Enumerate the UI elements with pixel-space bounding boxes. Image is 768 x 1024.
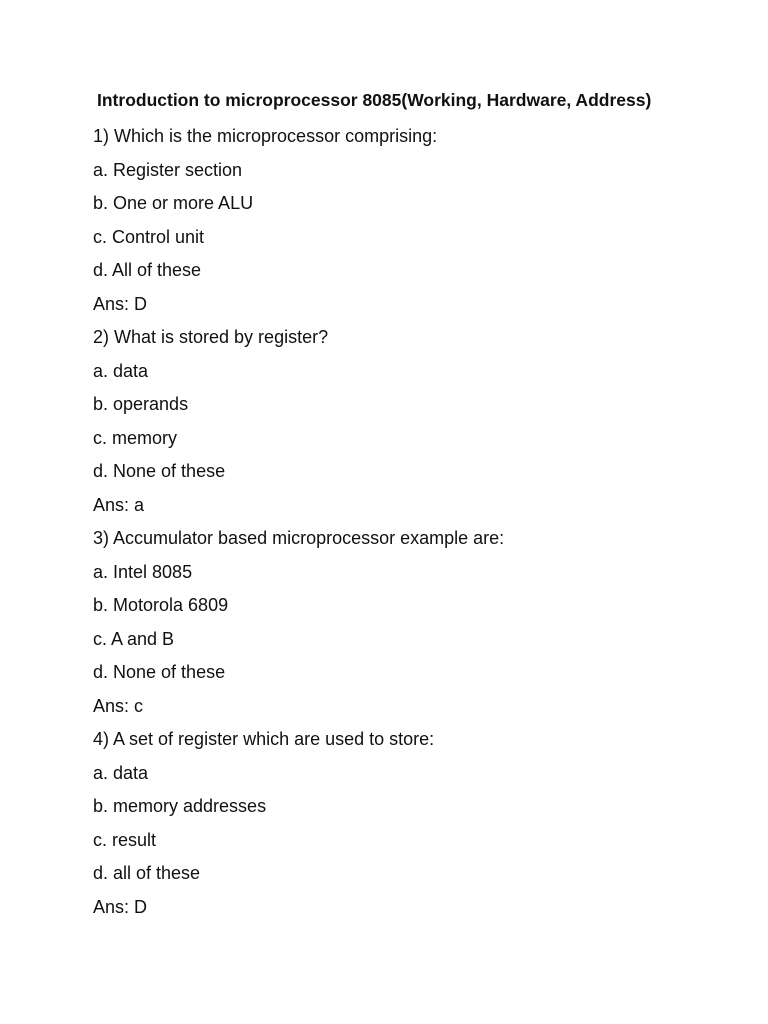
question-block-4 — [93, 723, 768, 924]
option-c: c. memory — [93, 427, 178, 448]
answer-text: Ans: a — [93, 494, 145, 515]
option-d: d. None of these — [93, 662, 226, 682]
question-text: 3) Accumulator based microprocessor example are: — [93, 528, 505, 548]
question-text: 4) A set of register which are used to store: — [93, 729, 435, 749]
question-block-2 — [93, 321, 768, 522]
option-a: a. Register section — [93, 159, 243, 180]
question-text: 2) What is stored by register? — [93, 327, 329, 347]
option-d: d. All of these — [93, 260, 202, 280]
answer-text: Ans: D — [93, 293, 148, 314]
option-c: c. A and B — [93, 628, 175, 649]
option-b: b. Motorola 6809 — [93, 595, 229, 615]
document-title: Introduction to microprocessor 8085(Working, Hardware, Address) — [97, 90, 652, 110]
option-c: c. result — [93, 829, 157, 850]
answer-text: Ans: D — [93, 896, 148, 917]
option-b: b. operands — [93, 394, 189, 414]
answer-text: Ans: c — [93, 695, 144, 716]
option-d: d. None of these — [93, 461, 226, 481]
option-a: a. data — [93, 360, 149, 381]
option-c: c. Control unit — [93, 226, 205, 247]
question-block-1 — [93, 120, 768, 321]
option-d: d. all of these — [93, 863, 201, 883]
option-b: b. One or more ALU — [93, 193, 254, 213]
option-a: a. data — [93, 762, 149, 783]
option-b: b. memory addresses — [93, 796, 267, 816]
option-a: a. Intel 8085 — [93, 561, 193, 582]
question-block-3 — [93, 522, 768, 723]
question-text: 1) Which is the microprocessor comprising: — [93, 126, 438, 146]
